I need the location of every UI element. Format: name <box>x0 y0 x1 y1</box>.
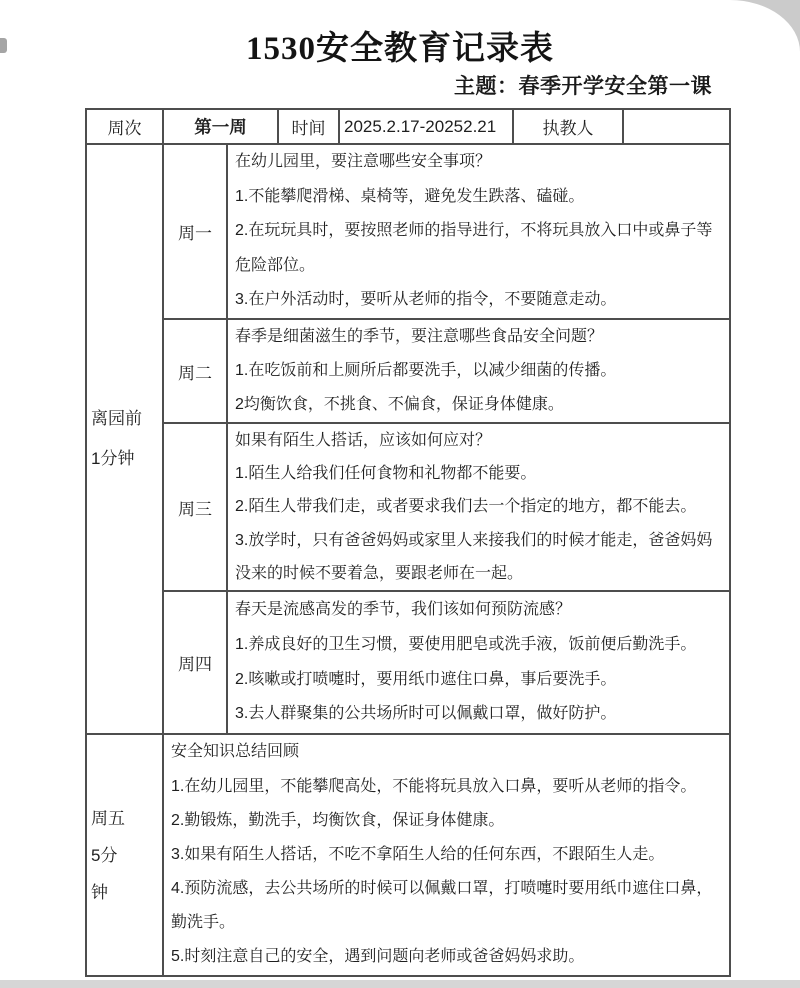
weekday-block <box>87 145 729 735</box>
text-line: 勤洗手。 <box>171 914 236 932</box>
time-value-cell: 2025.2.17-20252.21 <box>340 110 514 143</box>
text-line: 春季是细菌滋生的季节，要注意哪些食品安全问题？ <box>235 328 604 345</box>
week-value-cell: 第一周 <box>164 110 279 143</box>
page-subtitle: 主题：春季开学安全第一课 <box>454 74 712 98</box>
text-line: 1.养成良好的卫生习惯，要使用肥皂或洗手液，饭前便后勤洗手。 <box>235 635 697 653</box>
table-row-tuesday <box>164 320 729 424</box>
period-text: 周五 <box>91 808 125 828</box>
text-line: 安全知识总结回顾 <box>171 743 300 761</box>
table-row-wednesday <box>164 424 729 592</box>
day-cell: 周四 <box>164 592 228 733</box>
table-row-monday <box>164 145 729 320</box>
week-label-cell: 周次 <box>87 110 164 143</box>
weekday-rows <box>164 145 729 733</box>
content-cell <box>228 145 729 318</box>
content-cell <box>228 592 729 733</box>
table-row-thursday <box>164 592 729 733</box>
text-line: 3.在户外活动时，要听从老师的指令，不要随意走动。 <box>235 291 617 309</box>
teacher-label-cell: 执教人 <box>514 110 624 143</box>
period-text: 钟 <box>91 882 108 902</box>
period-text: 离园前 <box>91 409 142 428</box>
text-line: 没来的时候不要着急，要跟老师在一起。 <box>235 564 524 582</box>
time-label-cell: 时间 <box>279 110 340 143</box>
text-line: 2.勤锻炼，勤洗手，均衡饮食，保证身体健康。 <box>171 811 505 829</box>
period-text: 5分 <box>91 845 118 865</box>
table-header-row <box>87 110 729 145</box>
period-text: 1分钟 <box>91 449 135 468</box>
content-cell <box>228 424 729 590</box>
text-line: 在幼儿园里，要注意哪些安全事项？ <box>235 153 492 171</box>
text-line: 3.放学时，只有爸爸妈妈或家里人来接我们的时候才能走，爸爸妈妈 <box>235 531 713 549</box>
page-title: 1530安全教育记录表 <box>246 31 554 67</box>
text-line: 春天是流感高发的季节，我们该如何预防流感？ <box>235 600 572 618</box>
text-line: 2.陌生人带我们走，或者要求我们去一个指定的地方，都不能去。 <box>235 498 697 516</box>
teacher-value-cell <box>624 110 729 143</box>
text-line: 1.陌生人给我们任何食物和礼物都不能要。 <box>235 465 537 483</box>
text-line: 2.在玩玩具时，要按照老师的指导进行，不将玩具放入口中或鼻子等 <box>235 222 713 240</box>
text-line: 4.预防流感，去公共场所的时候可以佩戴口罩，打喷嚏时要用纸巾遮住口鼻， <box>171 880 713 898</box>
day-cell: 周二 <box>164 320 228 422</box>
friday-period-cell <box>87 735 164 975</box>
text-line: 3.去人群聚集的公共场所时可以佩戴口罩，做好防护。 <box>235 705 617 723</box>
text-line: 危险部位。 <box>235 256 316 274</box>
photo-bottom-edge <box>0 980 800 988</box>
text-line: 5.时刻注意自己的安全，遇到问题向老师或爸爸妈妈求助。 <box>171 948 585 966</box>
text-line: 1.在幼儿园里，不能攀爬高处，不能将玩具放入口鼻，要听从老师的指令。 <box>171 777 697 795</box>
day-cell: 周一 <box>164 145 228 318</box>
period-cell-before-leaving <box>87 145 164 733</box>
text-line: 如果有陌生人搭话，应该如何应对？ <box>235 432 492 450</box>
text-line: 3.如果有陌生人搭话，不吃不拿陌生人给的任何东西，不跟陌生人走。 <box>171 845 665 863</box>
content-cell <box>228 320 729 422</box>
friday-content-cell <box>164 735 729 975</box>
text-line: 1.不能攀爬滑梯、桌椅等，避免发生跌落、磕碰。 <box>235 187 585 205</box>
text-line: 2.咳嗽或打喷嚏时，要用纸巾遮住口鼻，事后要洗手。 <box>235 670 617 688</box>
text-line: 1.在吃饭前和上厕所后都要洗手，以减少细菌的传播。 <box>235 362 617 379</box>
record-table <box>85 108 731 977</box>
table-row-friday <box>87 735 729 975</box>
text-line: 2均衡饮食，不挑食、不偏食，保证身体健康。 <box>235 396 564 413</box>
day-cell: 周三 <box>164 424 228 590</box>
